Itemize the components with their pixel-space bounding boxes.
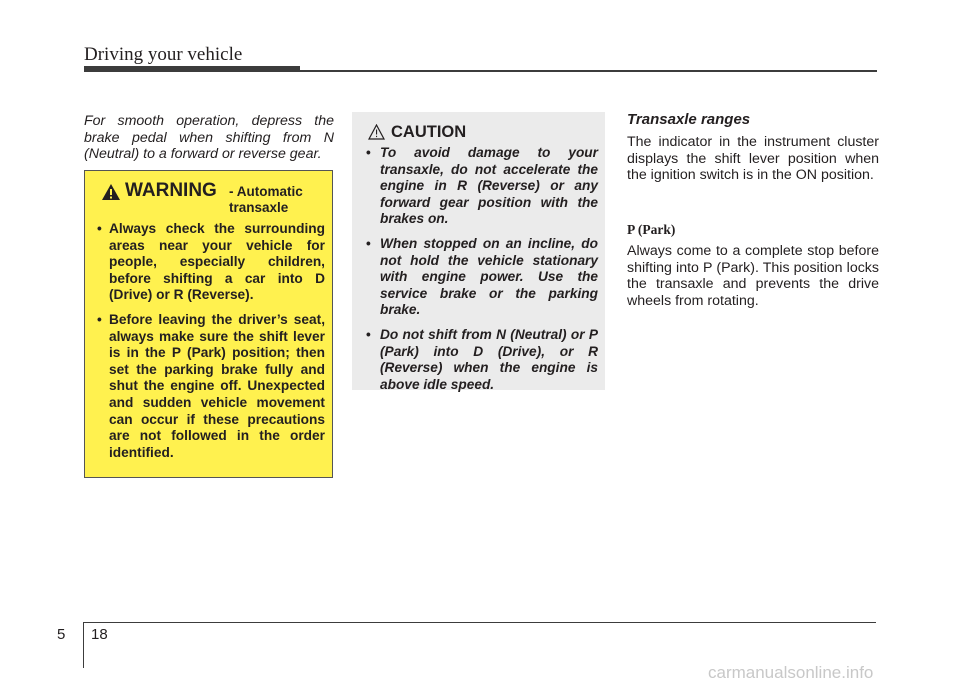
caution-box xyxy=(352,112,605,390)
caution-list xyxy=(366,145,598,401)
warning-item-text: Before leaving the driver’s seat, always make sure the shift lever is in the P (Park) position; then set the parking brake fully and shut the engine off. Unexpected and sudden vehicle movement can occur if these precautions are not followed in the order identified. xyxy=(109,311,325,460)
caution-item-text: Do not shift from N (Neutral) or P (Park) into D (Drive), or R (Reverse) when the engine is above idle speed. xyxy=(380,326,598,392)
header-bar xyxy=(84,66,300,72)
warning-subtitle: - Automatic transaxle xyxy=(229,184,303,215)
header-rule xyxy=(300,70,877,72)
section-title: Transaxle ranges xyxy=(627,111,751,128)
caution-item-text: When stopped on an incline, do not hold the vehicle stationary with engine power. Use the service brake or the parking brake. xyxy=(380,235,598,318)
park-paragraph: Always come to a complete stop before shifting into P (Park). This position locks the transaxle and prevents the drive wheels from rotating. xyxy=(627,243,879,309)
list-item: • Do not shift from N (Neutral) or P (Park) into D (Drive), or R (Reverse) when the engine is above idle speed. xyxy=(366,326,598,392)
warning-list xyxy=(97,221,325,469)
warning-box xyxy=(84,170,333,478)
chapter-number: 5 xyxy=(57,626,66,643)
watermark-text: carmanualsonline.info xyxy=(708,663,874,682)
list-item: • Before leaving the driver’s seat, always make sure the shift lever is in the P (Park) position; then set the parking brake fully and shut the engine off. Unexpected and sudden vehicle movement can occur if these precautions are not followed in the order identified. xyxy=(97,311,325,460)
footer-divider xyxy=(83,622,84,668)
list-item: • When stopped on an incline, do not hold the vehicle stationary with engine power. Use the service brake or the parking brake. xyxy=(366,235,598,318)
caution-item-text: To avoid damage to your transaxle, do not accelerate the engine in R (Reverse) or any forward gear position with the brakes on. xyxy=(380,145,598,227)
header-title: Driving your vehicle xyxy=(84,44,243,65)
section-paragraph: The indicator in the instrument cluster displays the shift lever position when the ignition switch is in the ON position. xyxy=(627,134,879,183)
list-item: • To avoid damage to your transaxle, do not accelerate the engine in R (Reverse) or any forward gear position with the brakes on. xyxy=(366,145,598,227)
warning-triangle-icon xyxy=(101,183,121,201)
caution-triangle-icon xyxy=(368,124,385,140)
list-item: • Always check the surrounding areas near your vehicle for people, especially children, before shifting a car into D (Drive) or R (Reverse). xyxy=(97,221,325,303)
intro-text: For smooth operation, depress the brake pedal when shifting from N (Neutral) to a forward or reverse gear. xyxy=(84,113,334,162)
park-heading: P (Park) xyxy=(627,222,676,237)
warning-title: WARNING xyxy=(125,180,217,201)
footer-rule xyxy=(84,622,876,623)
page-number: 18 xyxy=(91,626,108,643)
caution-title: CAUTION xyxy=(391,123,467,141)
warning-item-text: Always check the surrounding areas near your vehicle for people, especially children, before shifting a car into D (Drive) or R (Reverse). xyxy=(109,221,325,303)
